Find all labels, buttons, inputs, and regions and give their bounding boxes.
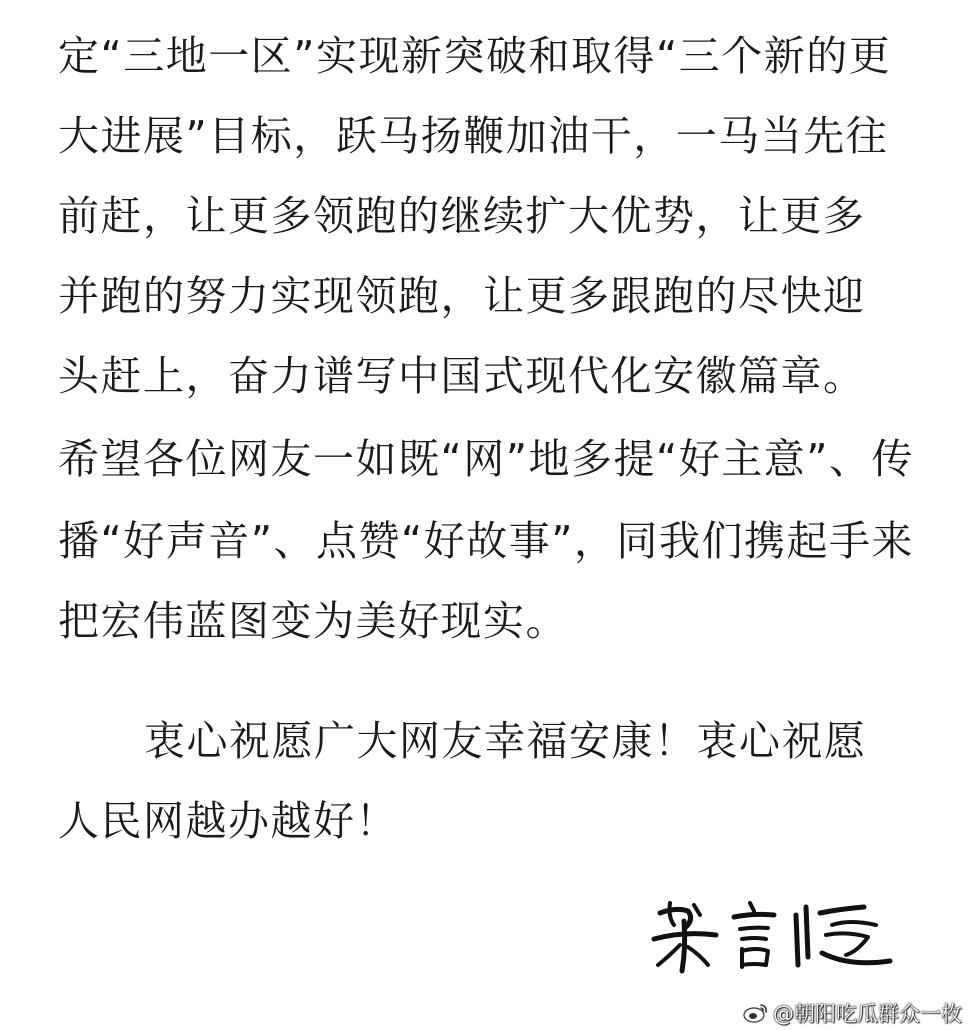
text-line: 并跑的努力实现领跑，让更多跟跑的尽快迎 bbox=[58, 272, 866, 320]
watermark bbox=[743, 998, 962, 1028]
handwritten-signature bbox=[650, 895, 895, 980]
watermark-text: @朝阳吃瓜群众一枚 bbox=[773, 1002, 962, 1026]
text-line: 大进展”目标，跃马扬鞭加油干，一马当先往 bbox=[58, 112, 889, 160]
text-line: 定“三地一区”实现新突破和取得“三个新的更 bbox=[58, 32, 892, 80]
text-line: 头赶上，奋力谱写中国式现代化安徽篇章。 bbox=[58, 352, 866, 400]
text-line: 希望各位网友一如既“网”地多提“好主意”、传 bbox=[58, 435, 914, 483]
weibo-icon bbox=[743, 1002, 769, 1024]
text-line: 播“好声音”、点赞“好故事”，同我们携起手来 bbox=[58, 517, 914, 565]
text-line: 衷心祝愿广大网友幸福安康！衷心祝愿 bbox=[144, 717, 867, 765]
text-line: 把宏伟蓝图变为美好现实。 bbox=[58, 597, 568, 645]
text-line: 前赶，让更多领跑的继续扩大优势，让更多 bbox=[58, 192, 866, 240]
text-line: 人民网越办越好！ bbox=[58, 797, 398, 845]
